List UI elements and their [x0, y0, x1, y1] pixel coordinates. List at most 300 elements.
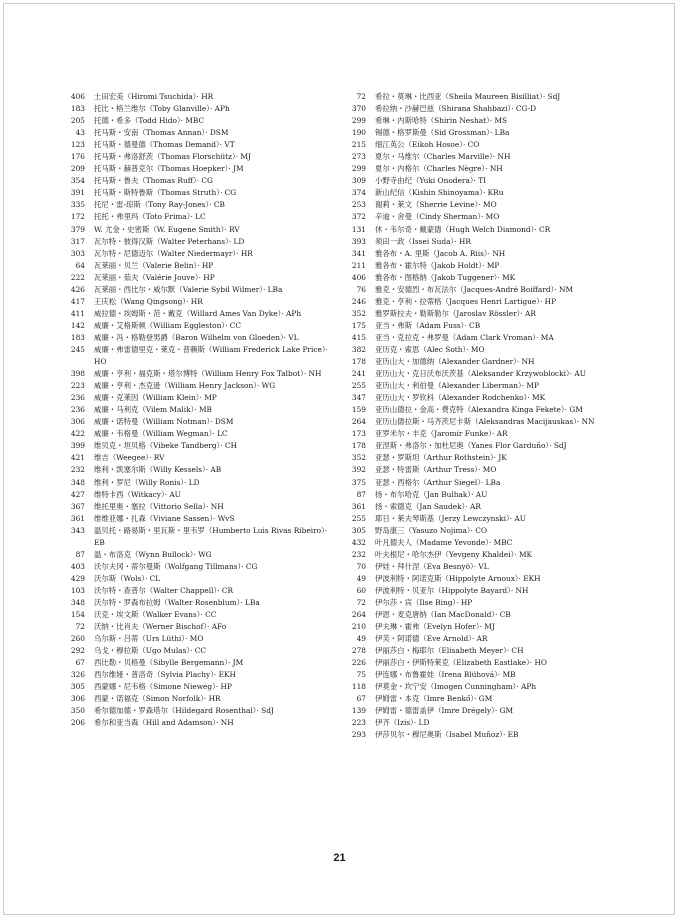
photographer-name: 亚瑟・西格尔（Arthur Siegel）· LBa: [375, 477, 501, 487]
page-reference: 70: [356, 561, 366, 571]
page-reference: 403: [70, 561, 85, 571]
photographer-name: 沃尔特・罗森布拉姆（Walter Rosenblum）· LBa: [94, 597, 260, 607]
photographer-name: 瓦尔特・尼德迈尔（Walter Niedermayr）· HR: [94, 248, 253, 258]
index-entry: [68, 416, 340, 428]
index-entry: [348, 139, 623, 151]
page-reference: 154: [70, 610, 85, 620]
photographer-name: 亚罗米尔・丰克（Jaromír Funke）· AR: [375, 429, 508, 439]
photographer-name: 乌戈・穆拉斯（Ugo Mulas）· CC: [94, 646, 207, 656]
index-entry: [68, 344, 340, 368]
index-entry: [68, 609, 340, 621]
index-entry: [348, 717, 623, 729]
page-reference: 142: [70, 320, 85, 330]
page-reference: 299: [351, 116, 366, 126]
index-column-right: [348, 91, 623, 742]
index-entry: [68, 452, 340, 464]
page-reference: 398: [70, 369, 85, 379]
photographer-name: 威廉・诺特曼（William Notman）· DSM: [94, 417, 234, 427]
index-entry: [348, 489, 623, 501]
photographer-name: 沃克・埃文斯（Walker Evans）· CC: [94, 610, 217, 620]
photographer-name: 沃尔特・查普尔（Walter Chappell）· CR: [94, 585, 234, 595]
index-entry: [348, 320, 623, 332]
page-reference: 178: [351, 357, 366, 367]
page-reference: 421: [70, 453, 85, 463]
index-entry: [348, 621, 623, 633]
index-entry: [68, 513, 340, 525]
photographer-name: 威廉・亨利・福克斯・塔尔博特（William Henry Fox Talbot）· NH: [94, 369, 322, 379]
photographer-name: 伊齐（Izis）· LD: [375, 718, 430, 728]
photographer-name: 希拉・莫琳・比西亚（Sheila Maureen Bisilliat）· SdJ: [375, 92, 561, 101]
page-reference: 49: [356, 634, 366, 644]
photographer-name: 亚历山大・利伯曼（Alexander Liberman）· MP: [375, 381, 539, 391]
index-entry: [348, 452, 623, 464]
photographer-name: 亚历山大・加德纳（Alexander Gardner）· NH: [375, 357, 535, 367]
index-entry: [68, 308, 340, 320]
page-reference: 305: [351, 525, 366, 535]
page-reference: 367: [70, 501, 85, 511]
page-reference: 335: [70, 200, 85, 210]
photographer-name: 新山纪信（Kishin Shinoyama）· KRu: [375, 188, 504, 198]
index-entry: [348, 513, 623, 525]
photographer-name: 托马斯・安南（Thomas Annan）· DSM: [94, 128, 229, 138]
page-reference: 209: [70, 164, 85, 174]
page-reference: 255: [351, 381, 366, 391]
index-entry: [348, 633, 623, 645]
photographer-name: 伊丽莎白・梅耶尔（Elisabeth Meyer）· CH: [375, 646, 524, 656]
index-entry: [68, 284, 340, 296]
index-entry: [68, 705, 340, 717]
index-entry: [68, 440, 340, 452]
photographer-name: 维特卡西（Witkacy）· AU: [94, 489, 181, 499]
photographer-name: 温・布洛克（Wynn Bullock）· WG: [94, 549, 212, 559]
index-entry: [348, 392, 623, 404]
index-entry: [348, 211, 623, 223]
page-reference: 260: [70, 634, 85, 644]
page-reference: 278: [351, 646, 366, 656]
index-entry: [68, 693, 340, 705]
photographer-name: 托马斯・鲁夫（Thomas Ruff）· CG: [94, 176, 213, 186]
photographer-name: 伊波利特・贝亚尔（Hippolyte Bayard）· NH: [375, 585, 529, 595]
page-reference: 103: [70, 585, 85, 595]
photographer-name: 雅各布・霍尔特（Jakob Holdt）· MP: [375, 260, 500, 270]
index-entry: [348, 585, 623, 597]
page-reference: 393: [351, 236, 366, 246]
photographer-name: 伊波利特・阿诺克斯（Hippolyte Arnoux）· EKH: [375, 573, 541, 583]
index-entry: [348, 501, 623, 513]
page-reference: 206: [70, 718, 85, 728]
page-reference: 173: [351, 429, 366, 439]
page-reference: 341: [351, 248, 366, 258]
index-entry: [68, 272, 340, 284]
index-entry: [68, 669, 340, 681]
index-entry: [348, 248, 623, 260]
photographer-name: 伊娃・拜什涅（Eva Besnyö）· VL: [375, 561, 489, 571]
photographer-name: 威廉・艾格斯顿（William Eggleston）· CC: [94, 320, 242, 330]
index-entry: [68, 211, 340, 223]
photographer-name: 扬・布尔哈克（Jan Bulhak）· AU: [375, 489, 488, 499]
page-reference: 241: [351, 369, 366, 379]
page-reference: 205: [70, 116, 85, 126]
photographer-name: 西蒙娜・尼韦格（Simone Nieweg）· HP: [94, 682, 232, 692]
photographer-name: 伊尔莎・宾（Ilse Bing）· HP: [375, 597, 473, 607]
index-entry: [68, 573, 340, 585]
photographer-name: 托比・格兰维尔（Toby Glanville）· APh: [94, 104, 230, 114]
index-entry: [68, 103, 340, 115]
photographer-name: 雅克・安德烈・布瓦法尔（Jacques-André Boiffard）· NM: [375, 284, 574, 294]
page-reference: 190: [351, 128, 366, 138]
page-reference: 326: [70, 670, 85, 680]
page-reference: 379: [70, 224, 85, 234]
page-reference: 382: [351, 344, 366, 354]
index-entry: [68, 681, 340, 693]
page-reference: 232: [351, 549, 366, 559]
index-entry: [68, 489, 340, 501]
index-entry: [348, 236, 623, 248]
index-entry: [348, 440, 623, 452]
index-entry: [348, 525, 623, 537]
photographer-name: 威廉・冯・格勒登男爵（Baron Wilhelm von Gloeden）· VL: [94, 332, 299, 342]
page-reference: 87: [356, 489, 366, 499]
photographer-name: 沃纳・比肖夫（Werner Bischof）· AFo: [94, 622, 227, 632]
index-entry: [68, 175, 340, 187]
page-reference: 348: [70, 477, 85, 487]
photographer-name: 希尔和亚当森（Hill and Adamson）· NH: [94, 718, 234, 728]
photographer-name: 威廉・弗雷德里克・莱克・普赖斯（William Frederick Lake Price）· HO: [94, 344, 328, 367]
page-reference: 350: [70, 706, 85, 716]
index-entry: [348, 645, 623, 657]
photographer-name: 亚瑟・特雷斯（Arthur Tress）· MO: [375, 465, 497, 475]
index-entry: [68, 585, 340, 597]
page-reference: 361: [70, 513, 85, 523]
index-entry: [68, 525, 340, 549]
index-entry: [348, 368, 623, 380]
index-entry: [68, 477, 340, 489]
photographer-name: 伊姆雷・本克（Imre Benkő）· GM: [375, 694, 493, 704]
page-reference: 392: [351, 465, 366, 475]
page-reference: 406: [70, 92, 85, 101]
index-entry: [68, 621, 340, 633]
photographer-name: 亚当・弗斯（Adam Fuss）· CB: [375, 320, 481, 330]
photographer-name: 维托里奥・塞拉（Vittorio Sella）· NH: [94, 501, 224, 511]
index-entry: [68, 380, 340, 392]
page-reference: 273: [351, 152, 366, 162]
index-entry: [68, 115, 340, 127]
page-reference: 426: [70, 284, 85, 294]
photographer-name: 维维亚娜・扎森（Viviane Sassen）· WvS: [94, 513, 235, 523]
index-entry: [68, 633, 340, 645]
index-entry: [68, 428, 340, 440]
index-entry: [68, 404, 340, 416]
page-reference: 223: [351, 718, 366, 728]
photographer-name: 西比勒・贝格曼（Sibylle Bergemann）· JM: [94, 658, 244, 668]
page-reference: 226: [351, 658, 366, 668]
photographer-name: 托德・希多（Todd Hido）· MBC: [94, 116, 205, 126]
page-reference: 432: [351, 537, 366, 547]
page-reference: 222: [70, 272, 85, 282]
index-entry: [348, 296, 623, 308]
page-reference: 72: [356, 597, 366, 607]
index-entry: [348, 308, 623, 320]
page-reference: 76: [356, 284, 366, 294]
page-reference: 176: [70, 152, 85, 162]
index-entry: [348, 416, 623, 428]
photographer-name: 叶凡德夫人（Madame Yevonde）· MBC: [375, 537, 513, 547]
index-entry: [68, 260, 340, 272]
page-reference: 60: [356, 585, 366, 595]
page-reference: 372: [351, 212, 366, 222]
photographer-name: 细江英公（Eikoh Hosoe）· CO: [375, 140, 480, 150]
page-reference: 317: [70, 236, 85, 246]
photographer-name: 瓦莱丽・西比尔・威尔默（Valerie Sybil Wilmer）· LBa: [94, 284, 283, 294]
page-number: 21: [333, 852, 346, 864]
index-entry: [348, 549, 623, 561]
index-entry: [68, 139, 340, 151]
index-entry: [348, 561, 623, 573]
page-reference: 375: [351, 477, 366, 487]
index-entry: [348, 729, 623, 741]
photographer-name: 威廉・克莱因（William Klein）· MP: [94, 393, 217, 403]
index-entry: [348, 260, 623, 272]
photographer-name: 须田一政（Issei Suda）· HR: [375, 236, 471, 246]
page-reference: 415: [351, 332, 366, 342]
page-reference: 43: [75, 128, 85, 138]
page-reference: 293: [351, 730, 366, 740]
photographer-name: 雅各布・图格纳（Jakob Tuggener）· MK: [375, 272, 516, 282]
page-reference: 123: [70, 140, 85, 150]
photographer-name: 亚历山德拉斯・马齐茨尼卡斯（Aleksandras Macijauskas）· NN: [375, 417, 595, 427]
photographer-name: 叶夫根尼・哈尔杰伊（Yevgeny Khaldei）· MK: [375, 549, 533, 559]
index-entry: [348, 284, 623, 296]
page-reference: 210: [351, 622, 366, 632]
photographer-name: 温贝托・路易斯・里瓦斯・里韦罗（Humberto Luis Rivas Ribeiro）· EB: [94, 525, 328, 547]
page-reference: 72: [75, 622, 85, 632]
page-reference: 374: [351, 188, 366, 198]
page-reference: 215: [351, 140, 366, 150]
photographer-name: 威廉・韦格曼（William Wegman）· LC: [94, 429, 228, 439]
index-entry: [348, 175, 623, 187]
photographer-name: 亚瑟・罗斯坦（Arthur Rothstein）· JK: [375, 453, 507, 463]
photographer-name: 威拉德・埃姆斯・范・戴克（Willard Ames Van Dyke）· APh: [94, 308, 302, 318]
page-reference: 352: [351, 453, 366, 463]
page-reference: 343: [70, 525, 85, 535]
page-reference: 232: [70, 465, 85, 475]
photographer-name: 希尔德加德・罗森塔尔（Hildegard Rosenthal）· SdJ: [94, 706, 274, 716]
index-entry: [348, 187, 623, 199]
page-reference: 347: [351, 393, 366, 403]
page-reference: 183: [70, 332, 85, 342]
page-reference: 131: [351, 224, 366, 234]
index-entry: [348, 91, 623, 103]
index-entry: [348, 272, 623, 284]
page-reference: 139: [351, 706, 366, 716]
index-entry: [348, 380, 623, 392]
index-entry: [68, 717, 340, 729]
index-entry: [68, 187, 340, 199]
page-reference: 309: [351, 176, 366, 186]
page-reference: 245: [70, 344, 85, 354]
photographer-name: 亚当・克拉克・弗罗曼（Adam Clark Vroman）· MA: [375, 332, 554, 342]
photographer-name: 瓦尔特・彼得汉斯（Walter Peterhans）· LD: [94, 236, 245, 246]
index-column-left: [68, 91, 340, 729]
index-entry: [68, 392, 340, 404]
page-reference: 118: [351, 682, 366, 692]
index-entry: [68, 320, 340, 332]
index-entry: [348, 537, 623, 549]
photographer-name: 亚历山德拉・金高・费克特（Alexandra Kinga Fekete）· GM: [375, 405, 583, 415]
photographer-name: 托马斯・斯特鲁斯（Thomas Struth）· CG: [94, 188, 237, 198]
photographer-name: 休・韦尔奇・戴蒙德（Hugh Welch Diamond）· CR: [375, 224, 551, 234]
photographer-name: 瓦莱丽・茹夫（Valérie Jouve）· HP: [94, 272, 215, 282]
page-reference: 399: [70, 441, 85, 451]
photographer-name: 伊恩・麦克唐纳（Ian MacDonald）· CB: [375, 610, 511, 620]
page-reference: 348: [70, 597, 85, 607]
photographer-name: 伊连娜・布鲁霍娃（Irena Blühová）· MB: [375, 670, 516, 680]
page-reference: 411: [70, 308, 85, 318]
page-reference: 236: [70, 405, 85, 415]
photographer-name: 沃尔夫冈・蒂尔曼斯（Wolfgang Tillmans）· CG: [94, 561, 258, 571]
index-entry: [348, 404, 623, 416]
index-entry: [68, 645, 340, 657]
page-reference: 253: [351, 200, 366, 210]
index-entry: [68, 163, 340, 175]
page-reference: 183: [70, 104, 85, 114]
index-entry: [348, 224, 623, 236]
photographer-name: 伊夫琳・霍弗（Evelyn Hofer）· MJ: [375, 622, 495, 632]
page-reference: 64: [75, 260, 85, 270]
page-reference: 223: [70, 381, 85, 391]
index-entry: [348, 115, 623, 127]
index-entry: [68, 91, 340, 103]
photographer-name: 沃尔斯（Wols）· CL: [94, 573, 161, 583]
photographer-name: 雅各布・A. 里斯（Jacob A. Riis）· NH: [375, 248, 506, 258]
index-entry: [348, 332, 623, 344]
photographer-name: 维利・罗尼（Willy Ronis）· LD: [94, 477, 200, 487]
index-entry: [68, 127, 340, 139]
index-entry: [68, 501, 340, 513]
page-reference: 172: [70, 212, 85, 222]
photographer-name: 维利・凯塞尔斯（Willy Kessels）· AB: [94, 465, 222, 475]
index-entry: [348, 657, 623, 669]
page-reference: 370: [351, 104, 366, 114]
photographer-name: 瓦莱丽・贝兰（Valerie Belin）· HP: [94, 260, 214, 270]
photographer-name: 托尼・雷-琼斯（Tony Ray-Jones）· CB: [94, 200, 225, 210]
page-reference: 354: [70, 176, 85, 186]
page-reference: 67: [75, 658, 85, 668]
page-reference: 72: [356, 92, 366, 101]
page-reference: 87: [75, 549, 85, 559]
photographer-name: 托马斯・德曼德（Thomas Demand）· VT: [94, 140, 235, 150]
index-entry: [348, 705, 623, 717]
page-reference: 303: [70, 248, 85, 258]
index-entry: [348, 681, 623, 693]
page-reference: 159: [351, 405, 366, 415]
photographer-name: 夏尔・马维尔（Charles Marville）· NH: [375, 152, 511, 162]
photographer-name: 伊丽莎白・伊斯特莱克（Elizabeth Eastlake）· HO: [375, 658, 547, 668]
photographer-name: 王庆松（Wang Qingsong）· HR: [94, 296, 203, 306]
photographer-name: 谢莉・莱文（Sherrie Levine）· MO: [375, 200, 497, 210]
page-reference: 292: [70, 646, 85, 656]
page-reference: 264: [351, 610, 366, 620]
photographer-name: 辛迪・舍曼（Cindy Sherman）· MO: [375, 212, 500, 222]
photographer-name: 托托・弗里玛（Toto Frima）· LC: [94, 212, 206, 222]
page-reference: 175: [351, 320, 366, 330]
page-reference: 178: [351, 441, 366, 451]
photographer-name: 伊姆雷・德雷盖伊（Imre Drégely）· GM: [375, 706, 514, 716]
index-entry: [348, 163, 623, 175]
page-reference: 246: [351, 296, 366, 306]
index-entry: [68, 151, 340, 163]
photographer-name: 锡德・格罗斯曼（Sid Grossman）· LBa: [375, 128, 510, 138]
index-entry: [348, 356, 623, 368]
photographer-name: 乌尔斯・吕蒂（Urs Lüthi）· MO: [94, 634, 204, 644]
photographer-name: 威廉・马利克（Vilem Malik）· MB: [94, 405, 212, 415]
page-reference: 427: [70, 489, 85, 499]
index-entry: [348, 199, 623, 211]
page-reference: 306: [70, 694, 85, 704]
page-reference: 306: [70, 417, 85, 427]
page-reference: 422: [70, 429, 85, 439]
index-entry: [348, 103, 623, 115]
page-reference: 391: [70, 188, 85, 198]
index-entry: [348, 344, 623, 356]
page-reference: 264: [351, 417, 366, 427]
photographer-name: 雅克・亨利・拉蒂格（Jacques Henri Lartigue）· HP: [375, 296, 557, 306]
photographer-name: 维吉（Weegee）· RV: [94, 453, 165, 463]
photographer-name: 希拉纳・沙赫巴兹（Shirana Shahbazi）· CG-D: [375, 104, 537, 114]
page-reference: 49: [356, 573, 366, 583]
photographer-name: 伊芙・阿诺德（Eve Arnold）· AR: [375, 634, 488, 644]
photographer-name: 伊莫金・坎宁安（Imogen Cunningham）· APh: [375, 682, 537, 692]
page-reference: 255: [351, 513, 366, 523]
photographer-name: 西尔维娅・普洛奇（Sylvia Plachy）· EKH: [94, 670, 236, 680]
page-reference: 361: [351, 501, 366, 511]
photographer-name: 托马斯・弗洛舒茨（Thomas Florschütz）· MJ: [94, 152, 251, 162]
page-reference: 429: [70, 573, 85, 583]
photographer-name: 亚历山大・克日沃布沃茨基（Aleksander Krzywoblocki）· AU: [375, 369, 586, 379]
photographer-name: 夏尔・内格尔（Charles Nègre）· NH: [375, 164, 503, 174]
index-entry: [68, 248, 340, 260]
index-entry: [348, 573, 623, 585]
index-entry: [68, 549, 340, 561]
index-entry: [348, 477, 623, 489]
index-entry: [68, 332, 340, 344]
page-reference: 236: [70, 393, 85, 403]
page-reference: 305: [70, 682, 85, 692]
index-entry: [348, 428, 623, 440]
index-entry: [348, 669, 623, 681]
page-reference: 67: [356, 694, 366, 704]
photographer-name: 亚历山大・罗钦科（Alexander Rodchenko）· MK: [375, 393, 546, 403]
page-reference: 299: [351, 164, 366, 174]
index-entry: [348, 609, 623, 621]
photographer-name: 威廉・亨利・杰克逊（William Henry Jackson）· WG: [94, 381, 276, 391]
photographer-name: 土田宏美（Hiromi Tsuchida）· HR: [94, 92, 214, 101]
photographer-name: 小野寺由纪（Yuki Onodera）· TI: [375, 176, 487, 186]
index-entry: [348, 693, 623, 705]
page-reference: 211: [351, 260, 366, 270]
page-reference: 406: [351, 272, 366, 282]
index-entry: [68, 368, 340, 380]
index-entry: [68, 236, 340, 248]
index-entry: [68, 561, 340, 573]
index-entry: [348, 127, 623, 139]
index-entry: [348, 597, 623, 609]
photographer-name: 维贝克・坦贝格（Vibeke Tandberg）· CH: [94, 441, 238, 451]
index-entry: [348, 151, 623, 163]
photographer-name: 希琳・内斯哈特（Shirin Neshat）· MS: [375, 116, 508, 126]
photographer-name: 雅罗斯拉夫・勒斯勒尔（Jaroslav Rössler）· AR: [375, 308, 536, 318]
photographer-name: 伊莎贝尔・穆尼奥斯（Isabel Muñoz）· EB: [375, 730, 519, 740]
